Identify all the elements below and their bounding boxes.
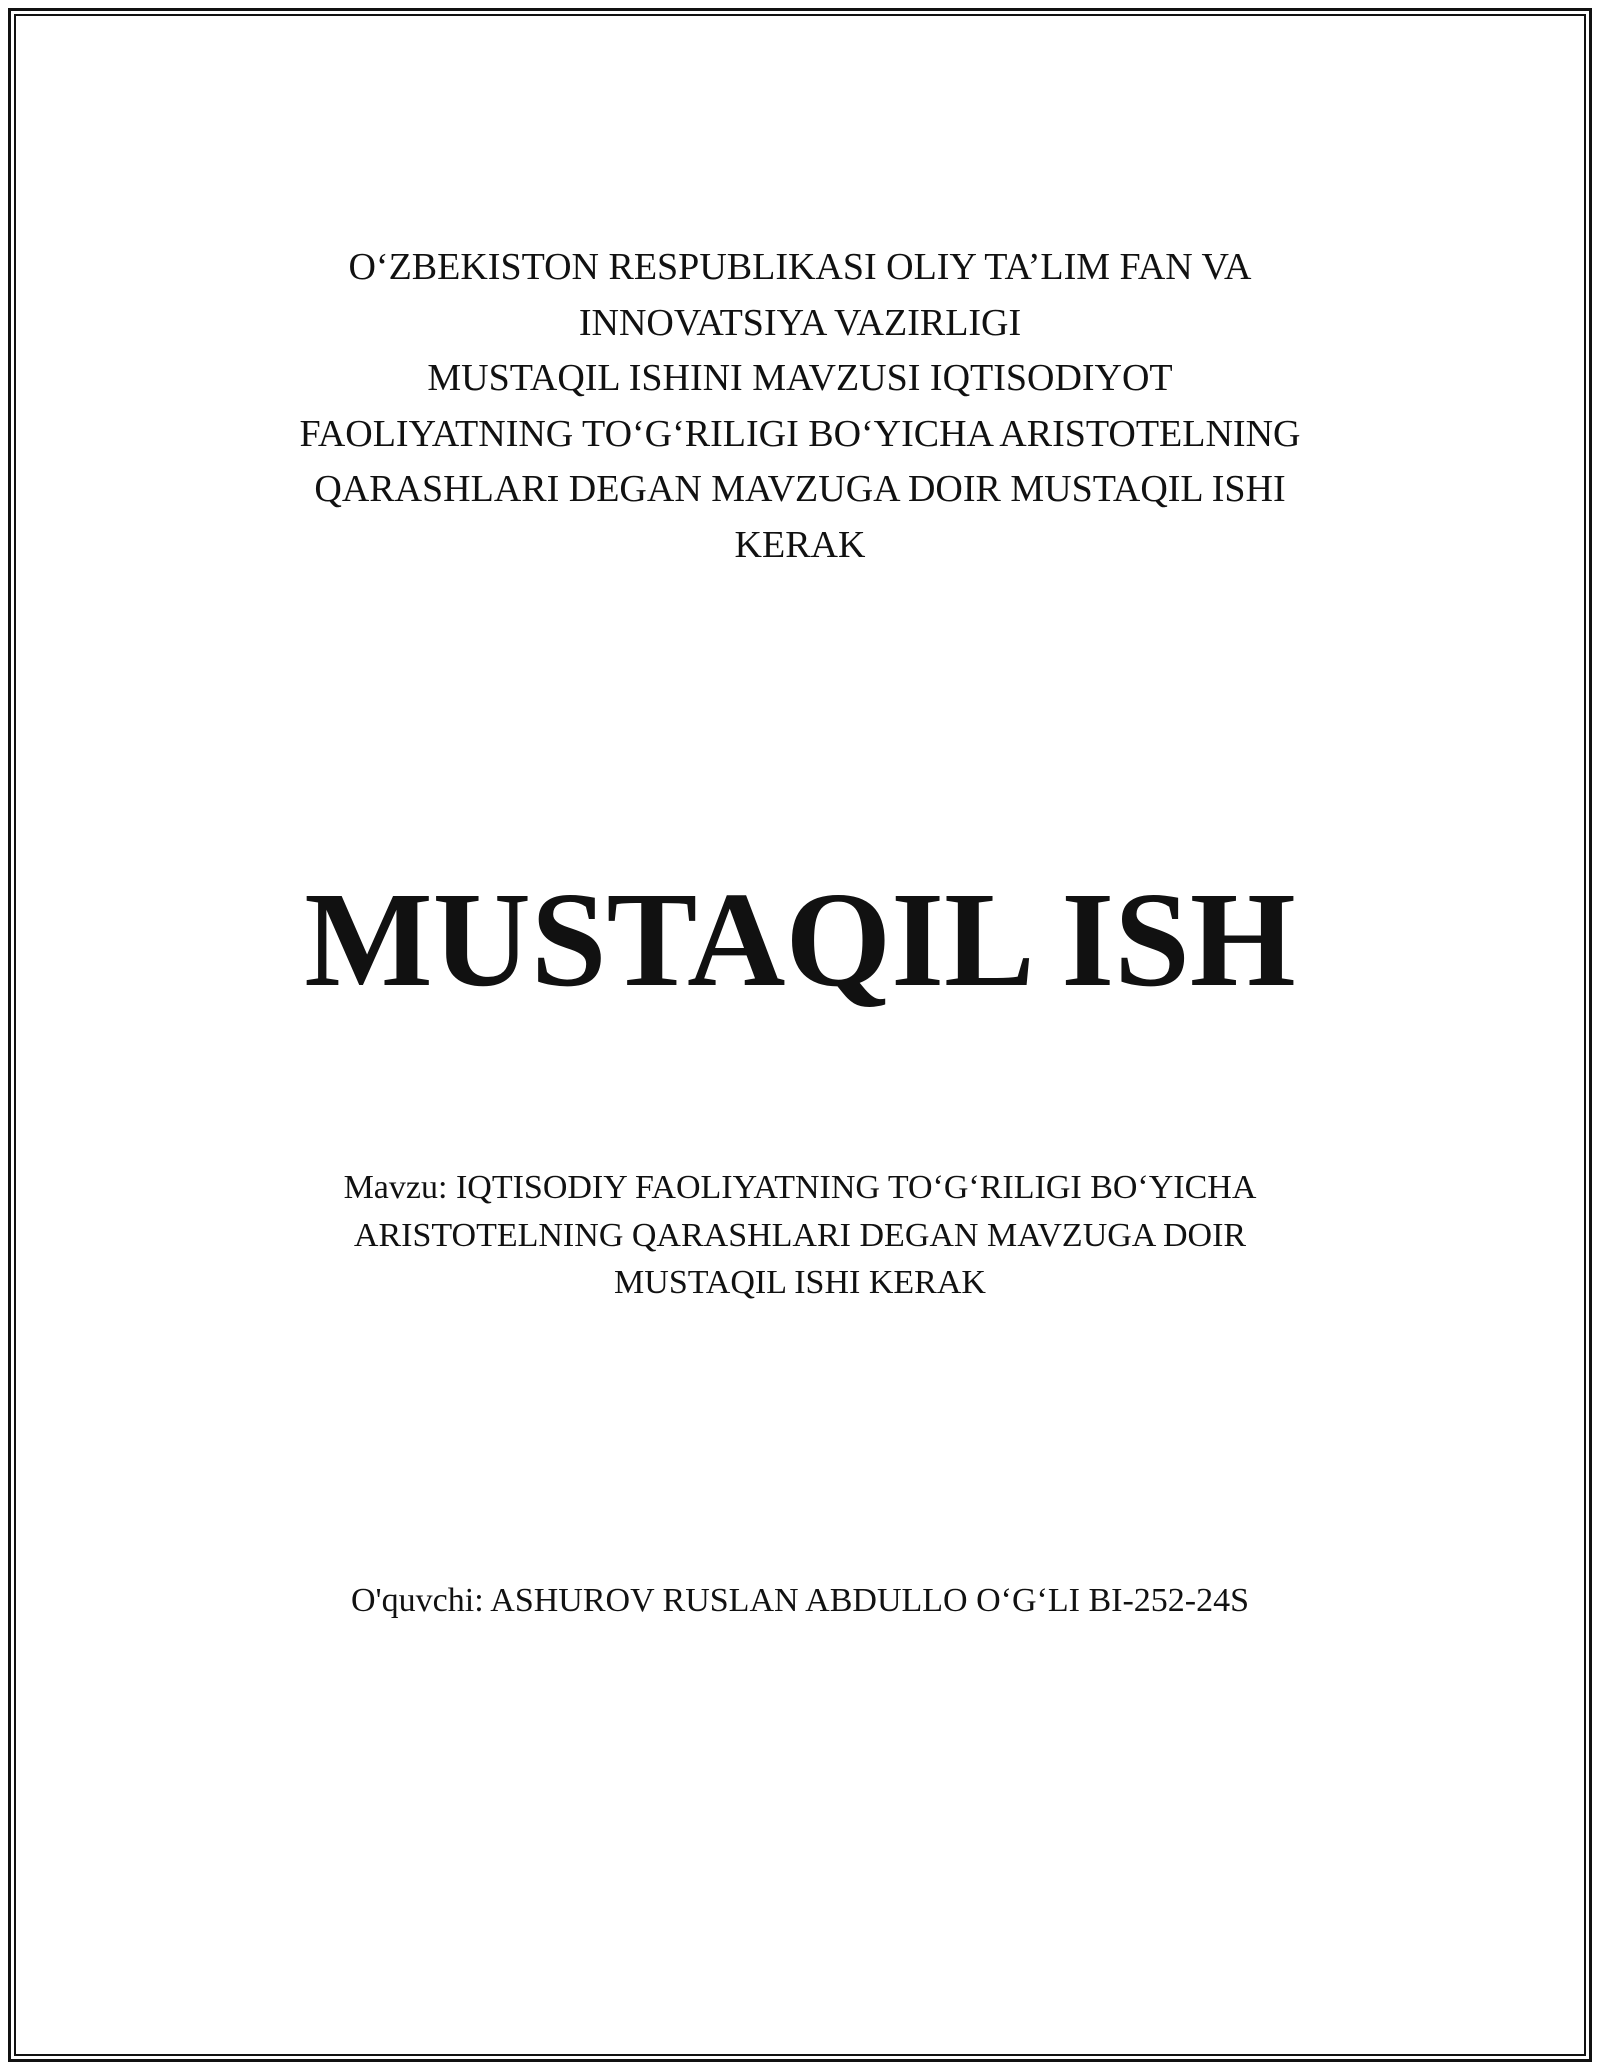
ministry-header [180, 240, 1420, 573]
header-line: INNOVATSIYA VAZIRLIGI [578, 301, 1022, 344]
header-line: MUSTAQIL ISHINI MAVZUSI IQTISODIYOT [427, 357, 1173, 399]
topic-line: MUSTAQIL ISHI KERAK [614, 1264, 986, 1301]
document-title: MUSTAQIL ISH [304, 865, 1296, 1015]
header-line: O‘ZBEKISTON RESPUBLIKASI OLIY TA’LIM FAN VA [348, 246, 1252, 288]
topic-line: Mavzu: IQTISODIY FAOLIYATNING TO‘G‘RILIGI BO‘YICHA [343, 1169, 1257, 1206]
student-line: O'quvchi: ASHUROV RUSLAN ABDULLO O‘G‘LI BI-252-24S [351, 1582, 1249, 1619]
topic-line: ARISTOTELNING QARASHLARI DEGAN MAVZUGA DOIR [353, 1216, 1247, 1254]
topic-block [200, 1164, 1400, 1307]
header-line: FAOLIYATNING TO‘G‘RILIGI BO‘YICHA ARISTOTELNING [299, 412, 1301, 455]
header-line: QARASHLARI DEGAN MAVZUGA DOIR MUSTAQIL ISHI [314, 468, 1286, 510]
header-line: KERAK [734, 523, 866, 566]
